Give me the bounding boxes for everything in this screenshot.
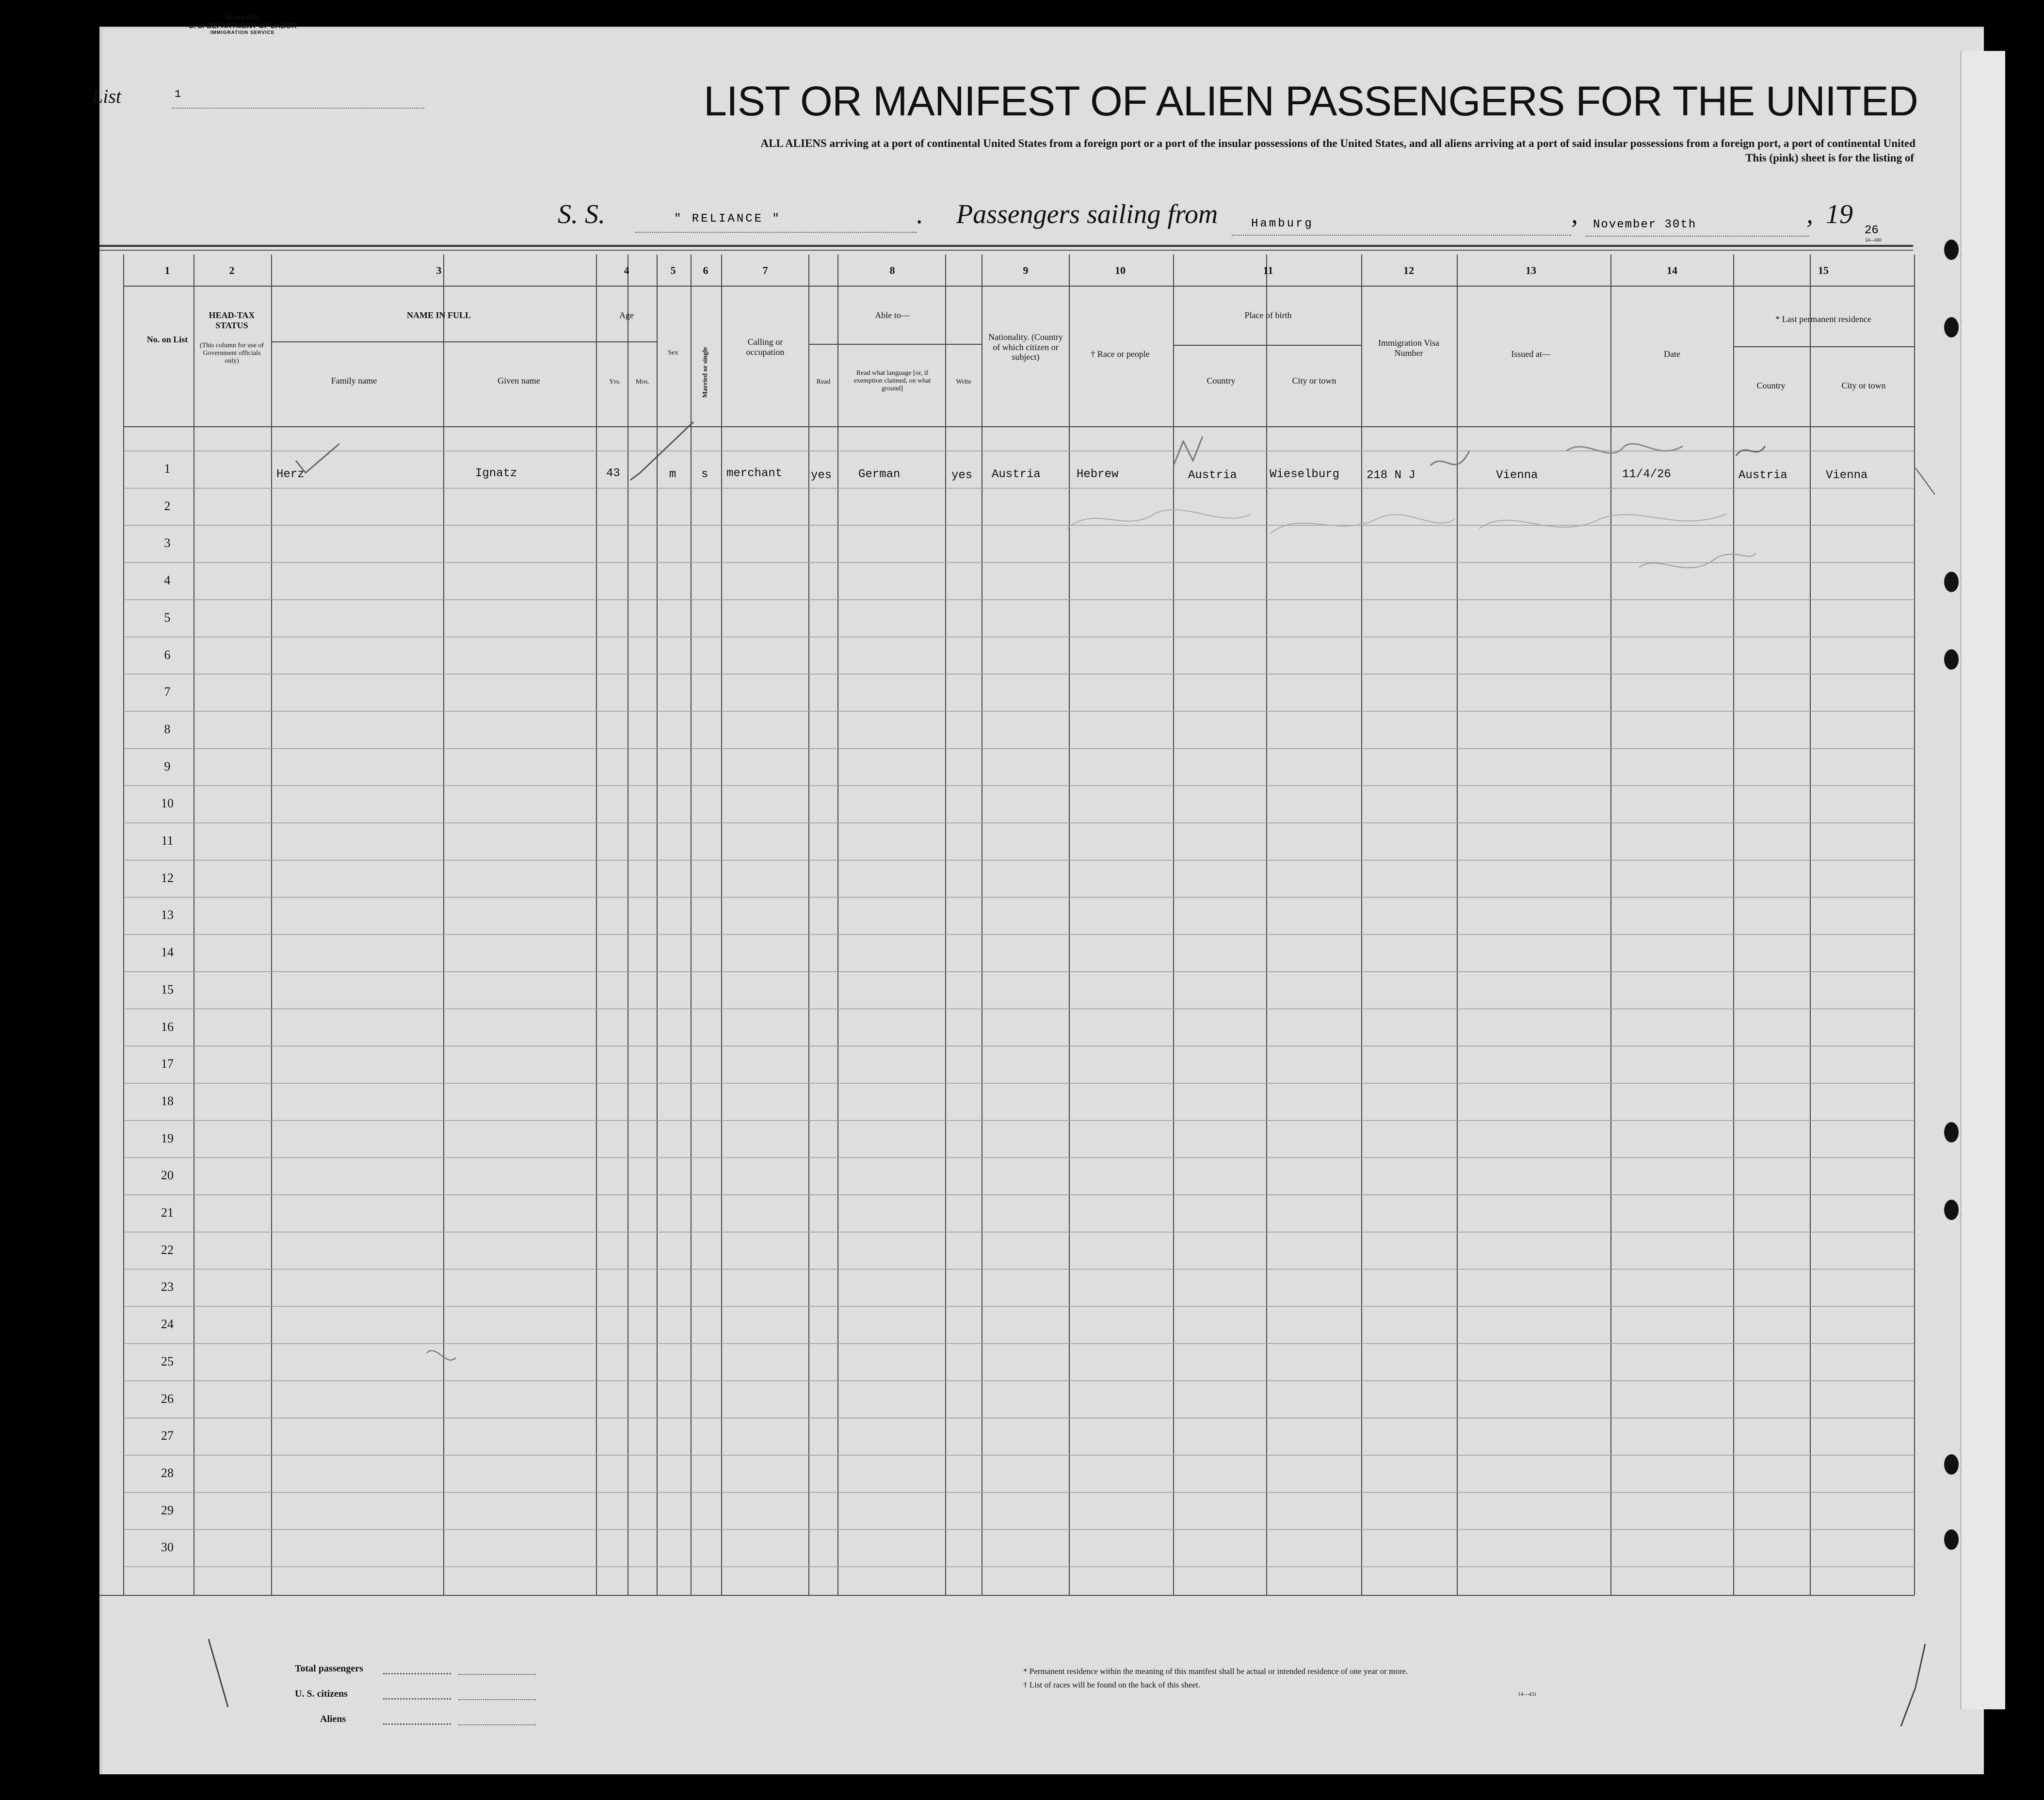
department-name: U. S. DEPARTMENT OF LABOR (188, 22, 297, 30)
cell-nationality: Austria (992, 468, 1041, 481)
punch-hole-7 (1942, 1452, 1961, 1477)
header-age: Age (619, 310, 634, 320)
punch-hole-5 (1942, 1120, 1961, 1144)
cell-res-country: Austria (1738, 469, 1787, 482)
row-number: 30 (161, 1540, 174, 1555)
header-issued-at: Issued at— (1511, 349, 1551, 359)
header-birth-country: Country (1207, 376, 1236, 386)
footer-aliens: Aliens (320, 1714, 346, 1724)
header-race: † Race or people (1091, 349, 1150, 359)
row-number: 27 (161, 1429, 174, 1443)
row-number: 5 (164, 610, 171, 625)
header-read: Read (816, 378, 831, 386)
cell-language: German (858, 468, 901, 481)
period-mark: . (917, 199, 923, 229)
column-number: 10 (1115, 264, 1126, 276)
column-number: 3 (436, 264, 442, 276)
footer-note-races: † List of races will be found on the back of this sheet. (1023, 1680, 1200, 1689)
subtitle-line-2: This (pink) sheet is for the listing of (1745, 152, 1914, 164)
row-number: 23 (161, 1280, 174, 1294)
column-number: 14 (1667, 264, 1677, 276)
row-number: 25 (161, 1354, 174, 1368)
comma-2: , (1806, 199, 1813, 229)
row-number: 12 (161, 870, 174, 885)
row-number: 29 (161, 1503, 174, 1517)
header-calling: Calling or occupation (746, 337, 785, 357)
header-head-tax-note: (This column for use of Government officials only) (199, 342, 264, 365)
sailing-label: Passengers sailing from (956, 199, 1218, 229)
cell-race: Hebrew (1077, 468, 1119, 481)
cell-res-city: Vienna (1826, 469, 1868, 482)
page-title: LIST OR MANIFEST OF ALIEN PASSENGERS FOR THE UNITED (703, 78, 1918, 125)
header-mos: Mos. (635, 378, 650, 386)
row-number: 6 (164, 647, 171, 662)
header-last-residence: * Last permanent residence (1775, 314, 1871, 324)
header-res-country: Country (1756, 381, 1786, 390)
column-number: 6 (703, 264, 708, 276)
header-yrs: Yrs. (609, 378, 621, 386)
row-number: 14 (161, 945, 174, 960)
row-number: 24 (161, 1317, 174, 1332)
header-head-tax: HEAD-TAX STATUS (209, 310, 255, 330)
column-number: 2 (229, 264, 235, 276)
column-number: 5 (670, 264, 676, 276)
column-number: 9 (1023, 264, 1029, 276)
row-number: 1 (164, 462, 171, 476)
row-number: 8 (164, 722, 171, 736)
header-write: Write (956, 378, 971, 386)
row-number: 15 (161, 982, 174, 996)
form-number: Form 500 (226, 14, 259, 22)
cell-issued-at: Vienna (1496, 469, 1538, 482)
punch-hole-2 (1942, 315, 1961, 339)
header-birth-city: City or town (1292, 376, 1336, 386)
row-number: 26 (161, 1391, 174, 1406)
column-number: 7 (762, 264, 768, 276)
row-number: 28 (161, 1465, 174, 1480)
cell-sex: m (669, 468, 676, 481)
column-number: 4 (624, 264, 629, 276)
cell-visa: 218 N J (1367, 469, 1416, 482)
header-sex: Sex (668, 349, 678, 356)
cell-birth-country: Austria (1188, 469, 1237, 482)
punch-hole-1 (1942, 238, 1961, 262)
row-number: 13 (161, 908, 174, 922)
row-number: 19 (161, 1131, 174, 1145)
corner-form-code: 14—430 (1865, 238, 1882, 242)
header-no-on-list: No. on List (146, 335, 188, 344)
header-visa: Immigration Visa Number (1378, 338, 1440, 358)
row-number: 22 (161, 1242, 174, 1257)
year-prefix: 19 (1826, 199, 1853, 229)
port-name: Hamburg (1251, 217, 1314, 230)
row-number: 9 (164, 759, 171, 773)
punch-hole-3 (1942, 570, 1961, 594)
column-number: 1 (164, 264, 170, 276)
row-number: 17 (161, 1057, 174, 1071)
footer-dots-3 (383, 1723, 451, 1725)
header-name-in-full: NAME IN FULL (406, 310, 471, 320)
header-date: Date (1664, 349, 1680, 359)
header-res-city: City or town (1841, 381, 1886, 390)
row-number: 18 (161, 1093, 174, 1108)
header-nationality: Nationality. (Country of which citizen or subject) (988, 332, 1063, 362)
column-number: 8 (889, 264, 895, 276)
footer-us-citizens: U. S. citizens (295, 1688, 348, 1699)
row-number: 11 (161, 834, 174, 848)
list-number: 1 (175, 88, 181, 100)
ship-name: " RELIANCE " (674, 212, 781, 225)
footer-total-passengers: Total passengers (295, 1663, 363, 1674)
punch-hole-6 (1942, 1198, 1961, 1222)
column-number: 13 (1526, 264, 1536, 276)
footer-note-permanent-residence: * Permanent residence within the meaning of this manifest shall be actual or intended residence of one year or more. (1023, 1667, 1408, 1676)
footer-blank-1 (458, 1674, 536, 1675)
row-number: 3 (164, 536, 171, 550)
header-place-of-birth: Place of birth (1244, 310, 1292, 320)
cell-occupation: merchant (726, 467, 783, 480)
row-number: 16 (161, 1019, 174, 1034)
header-married: Married or single (701, 347, 709, 398)
row-number: 4 (164, 573, 171, 588)
column-number: 11 (1263, 264, 1273, 276)
cell-given-name: Ignatz (475, 467, 517, 480)
ship-prefix: S. S. (558, 199, 605, 229)
footer-dots-2 (383, 1698, 451, 1700)
row-number: 21 (161, 1205, 174, 1220)
header-read-what: Read what language [or, if exemption claimed, on what ground] (853, 370, 931, 393)
column-number: 12 (1403, 264, 1414, 276)
row-number: 20 (161, 1168, 174, 1183)
punch-hole-8 (1942, 1527, 1961, 1552)
cell-birth-city: Wieselburg (1270, 468, 1340, 481)
footer-dots-1 (383, 1673, 451, 1674)
cell-age-yrs: 43 (606, 467, 620, 480)
header-able-to: Able to— (875, 310, 910, 320)
punch-hole-4 (1942, 647, 1961, 672)
cell-married: s (701, 468, 708, 481)
row-number: 7 (164, 685, 171, 699)
comma-1: , (1571, 199, 1578, 229)
service-name: IMMIGRATION SERVICE (210, 30, 275, 35)
cell-date: 11/4/26 (1622, 468, 1671, 481)
footer-blank-3 (458, 1724, 536, 1725)
subtitle-line-1: ALL ALIENS arriving at a port of continental United States from a foreign port or a port of the insular possessions of the United States, and all aliens arriving at a port of said insular possessions from a foreign port, a port of continental United (760, 137, 1915, 149)
cell-family-name: Herz (276, 468, 305, 481)
header-given-name: Given name (498, 376, 540, 386)
header-family-name: Family name (331, 376, 377, 386)
list-label: List (92, 85, 122, 107)
cell-read: yes (811, 469, 832, 482)
year-suffix: 26 (1865, 224, 1879, 237)
sailing-date: November 30th (1593, 218, 1697, 231)
column-number: 15 (1818, 264, 1829, 276)
cell-write: yes (951, 469, 973, 482)
row-number: 10 (161, 796, 174, 811)
footer-form-code: 14—431 (1518, 1691, 1537, 1697)
row-number: 2 (164, 498, 171, 513)
footer-blank-2 (458, 1699, 536, 1700)
